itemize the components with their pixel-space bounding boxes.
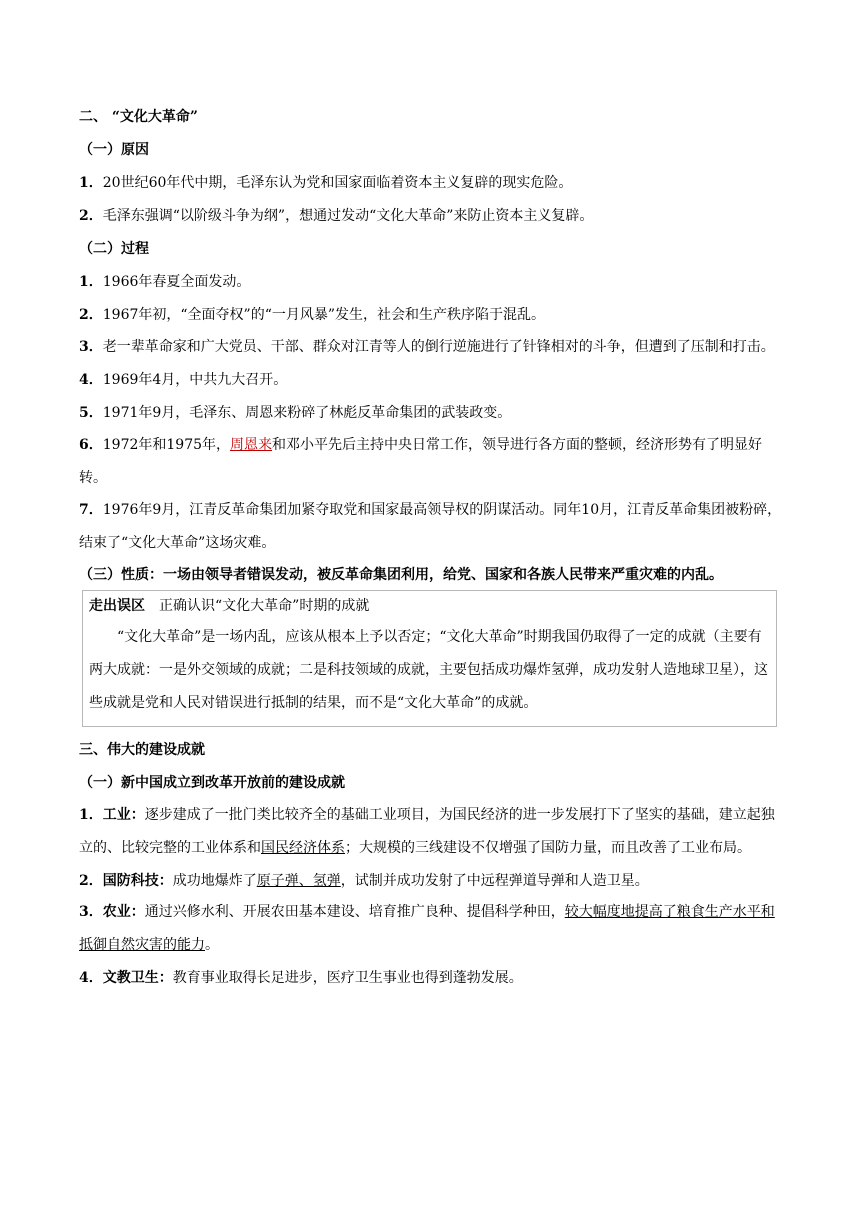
section-title: 二、 “文化大革命” (79, 109, 198, 125)
list-item: 1．1966年春夏全面发动。 (79, 274, 251, 290)
list-item: 1．20世纪60年代中期，毛泽东认为党和国家面临着资本主义复辟的现实危险。 (79, 175, 573, 191)
person-link[interactable]: 周恩来 (230, 437, 273, 453)
callout-body: “文化大革命”是一场内乱，应该从根本上予以否定；“文化大革命”时期我国仍取得了一定的成就（主要有两大成就：一是外交领域的成就；二是科技领域的成就，主要包括成功爆炸氢弹，成功发射人造地球卫星），这些成就是党和人民对错误进行抵制的结果，而不是“文化大革命”的成就。 (89, 629, 768, 711)
list-item: 2．1967年初，“全面夺权”的“一月风暴”发生，社会和生产秩序陷于混乱。 (79, 307, 546, 323)
section-title: 三、伟大的建设成就 (79, 742, 205, 758)
list-item: 3．农业：通过兴修水利、开展农田基本建设、培育推广良种、提倡科学种田，较大幅度地提高了粮食生产水平和抵御自然灾害的能力。 (79, 904, 775, 953)
list-item: 2．毛泽东强调“以阶级斗争为纲”，想通过发动“文化大革命”来防止资本主义复辟。 (79, 208, 594, 224)
subheading-cause: （一）原因 (79, 142, 149, 158)
subheading-construction: （一）新中国成立到改革开放前的建设成就 (79, 775, 345, 791)
document-page (79, 108, 783, 987)
list-item: 2．国防科技：成功地爆炸了原子弹、氢弹，试制并成功发射了中远程弹道导弹和人造卫星。 (79, 873, 649, 889)
list-item: 7．1976年9月，江青反革命集团加紧夺取党和国家最高领导权的阴谋活动。同年10月，江青反革命集团被粉碎，结束了“文化大革命”这场灾难。 (79, 502, 782, 551)
list-item: 4．文教卫生：教育事业取得长足进步，医疗卫生事业也得到蓬勃发展。 (79, 970, 523, 986)
nature-statement: （三）性质：一场由领导者错误发动，被反革命集团利用，给党、国家和各族人民带来严重灾难的内乱。 (79, 567, 723, 583)
list-item: 5．1971年9月，毛泽东、周恩来粉碎了林彪反革命集团的武装政变。 (79, 405, 512, 421)
callout-header (89, 597, 768, 615)
list-item: 6．1972年和1975年，周恩来和邓小平先后主持中央日常工作，领导进行各方面的整顿，经济形势有了明显好转。 (79, 437, 763, 486)
callout-box (82, 590, 777, 727)
callout-title: 正确认识“文化大革命”时期的成就 (159, 598, 370, 614)
callout-label: 走出误区 (89, 598, 145, 614)
subheading-process: （二）过程 (79, 241, 149, 257)
list-item: 4．1969年4月，中共九大召开。 (79, 372, 288, 388)
list-item: 3．老一辈革命家和广大党员、干部、群众对江青等人的倒行逆施进行了针锋相对的斗争，但遭到了压制和打击。 (79, 339, 775, 355)
list-item: 1．工业：逐步建成了一批门类比较齐全的基础工业项目，为国民经济的进一步发展打下了坚实的基础，建立起独立的、比较完整的工业体系和国民经济体系；大规模的三线建设不仅增强了国防力量，而且改善了工业布局。 (79, 807, 775, 856)
